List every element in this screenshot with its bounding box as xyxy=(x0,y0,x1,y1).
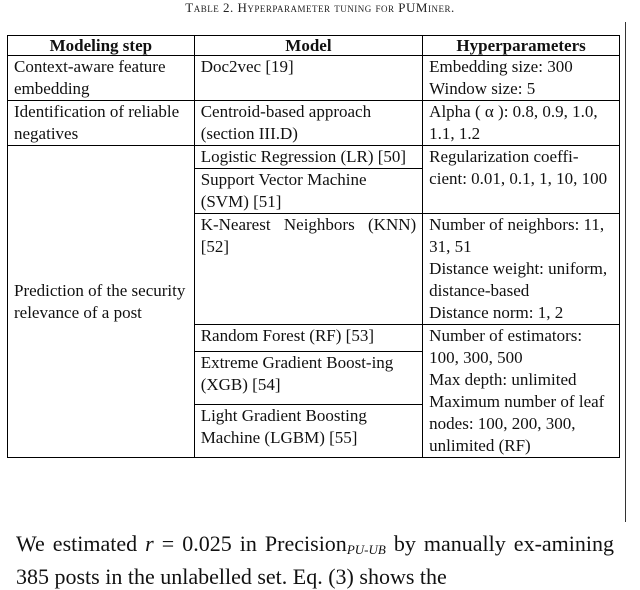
cell-hyperparameters xyxy=(423,146,620,214)
adjacent-column-border xyxy=(625,22,640,522)
hyperparameter-table xyxy=(7,35,620,458)
paragraph-text: = 0.025 in Precision xyxy=(153,531,347,556)
hyperparameter-line: Max depth: unlimited xyxy=(429,370,577,389)
header-model: Model xyxy=(194,36,422,56)
hyperparameter-line: Alpha ( α ): 0.8, 0.9, 1.0, 1.1, 1.2 xyxy=(429,102,598,143)
hyperparameter-line: Number of neighbors: 11, 31, 51 xyxy=(429,215,605,256)
table-row xyxy=(8,56,620,101)
cell-model: Random Forest (RF) [53] xyxy=(194,325,422,352)
hyperparameter-line: Regularization coeffi-cient: 0.01, 0.1, 1, 10, 100 xyxy=(429,147,608,188)
hyperparameter-line: Embedding size: 300 xyxy=(429,57,573,76)
paragraph-text: We estimated xyxy=(16,531,146,556)
hyperparameter-line: Window size: 5 xyxy=(429,79,536,98)
cell-model: Support Vector Machine (SVM) [51] xyxy=(194,169,422,214)
cell-hyperparameters xyxy=(423,56,620,101)
table-caption: Table 2. Hyperparameter tuning for PUMiner. xyxy=(185,0,455,15)
cell-hyperparameters xyxy=(423,101,620,146)
cell-model: Centroid-based approach (section III.D) xyxy=(194,101,422,146)
model-name: K-Nearest Neighbors (KNN) [52] xyxy=(200,215,417,256)
cell-model xyxy=(194,214,422,325)
header-hyperparameters: Hyperparameters xyxy=(423,36,620,56)
hyperparameter-line: Maximum number of leaf nodes: 100, 200, 300, unlimited (RF) xyxy=(429,392,605,455)
paragraph-text: by manually ex-amining 385 posts in the unlabelled set. Eq. (3) shows the xyxy=(16,531,615,589)
hyperparameter-line: Number of estimators: 100, 300, 500 xyxy=(429,326,583,367)
cell-hyperparameters xyxy=(423,325,620,458)
cell-hyperparameters xyxy=(423,214,620,325)
cell-step: Identification of reliable negatives xyxy=(8,101,195,146)
header-modeling-step: Modeling step xyxy=(8,36,195,56)
hyperparameter-line: Distance norm: 1, 2 xyxy=(429,303,564,322)
variable-r: r xyxy=(145,531,154,556)
cell-step: Context-aware feature embedding xyxy=(8,56,195,101)
table-row xyxy=(8,146,620,169)
cell-model: Doc2vec [19] xyxy=(194,56,422,101)
cell-model: Extreme Gradient Boost-ing (XGB) [54] xyxy=(194,352,422,405)
subscript-pu-ub: PU-UB xyxy=(346,542,386,557)
hyperparameter-line: Distance weight: uniform, distance-based xyxy=(429,259,608,300)
cell-model: Logistic Regression (LR) [50] xyxy=(194,146,422,169)
cell-step: Prediction of the security relevance of a post xyxy=(8,146,195,458)
cell-model: Light Gradient Boosting Machine (LGBM) [55] xyxy=(194,405,422,458)
body-paragraph xyxy=(16,530,614,590)
table-header-row xyxy=(8,36,620,56)
table-row xyxy=(8,101,620,146)
